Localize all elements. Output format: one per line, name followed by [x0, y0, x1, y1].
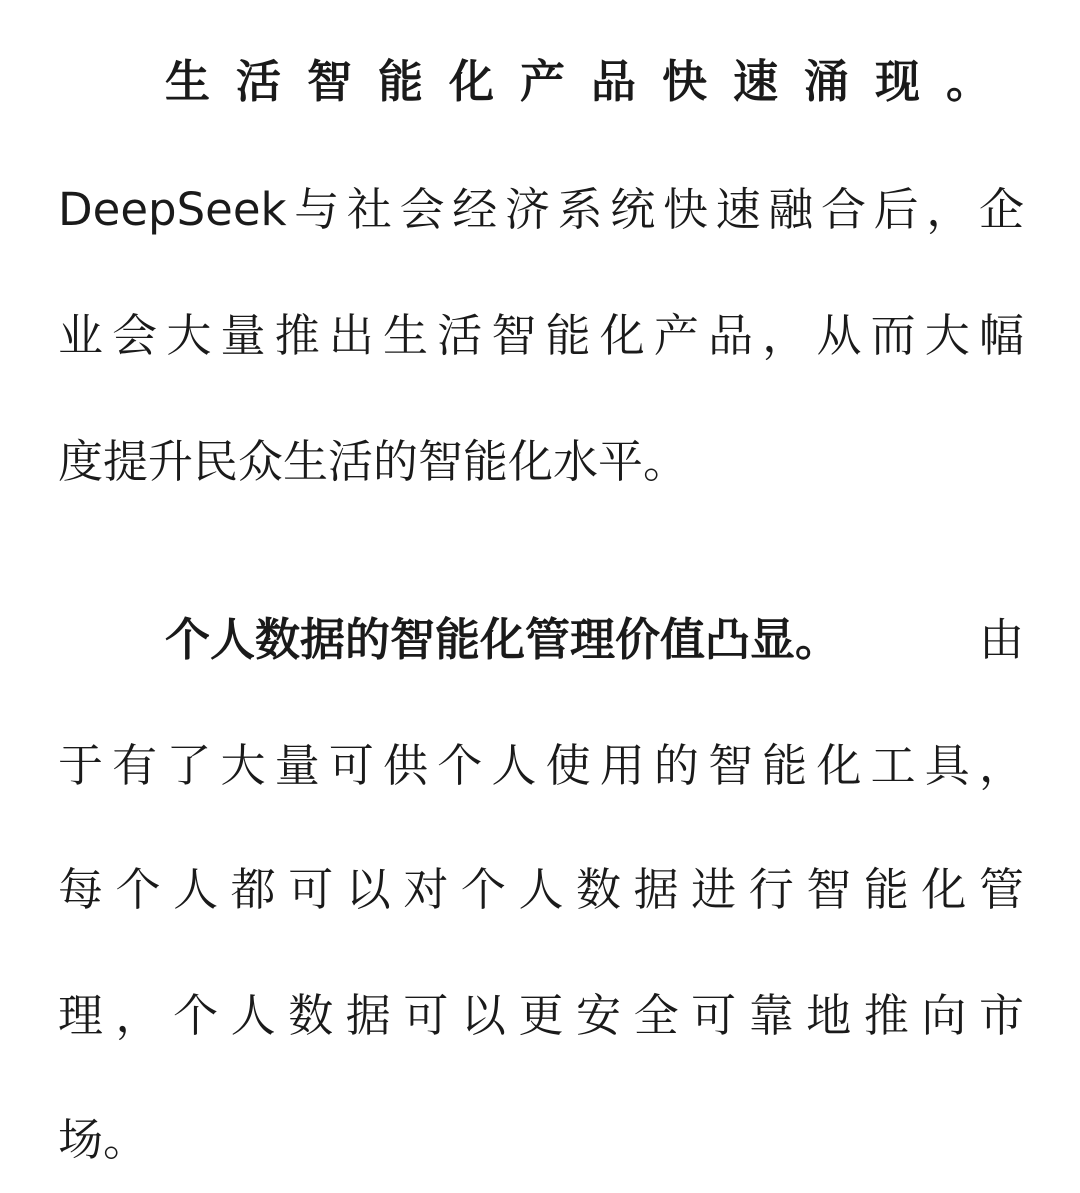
- paragraph-2-first-line: [165, 610, 1024, 670]
- paragraph-2-line-2: 每个人都可以对个人数据进行智能化管: [58, 863, 1024, 916]
- paragraph-2-line-4: 场。: [58, 1113, 149, 1166]
- paragraph-1-heading: 生活智能化产品快速涌现。: [165, 55, 1018, 108]
- paragraph-2-line-1: 于有了大量可供个人使用的智能化工具，: [58, 739, 1024, 792]
- paragraph-1-line-1: DeepSeek与社会经济系统快速融合后，企: [58, 183, 1024, 236]
- paragraph-2-line-3: 理，个人数据可以更安全可靠地推向市: [58, 989, 1024, 1042]
- paragraph-2-heading: 个人数据的智能化管理价值凸显。: [165, 613, 841, 666]
- paragraph-1-line-2: 业会大量推出生活智能化产品，从而大幅: [58, 309, 1024, 362]
- paragraph-2-heading-tail: 由: [978, 613, 1024, 666]
- paragraph-1-line-3: 度提升民众生活的智能化水平。: [58, 435, 689, 488]
